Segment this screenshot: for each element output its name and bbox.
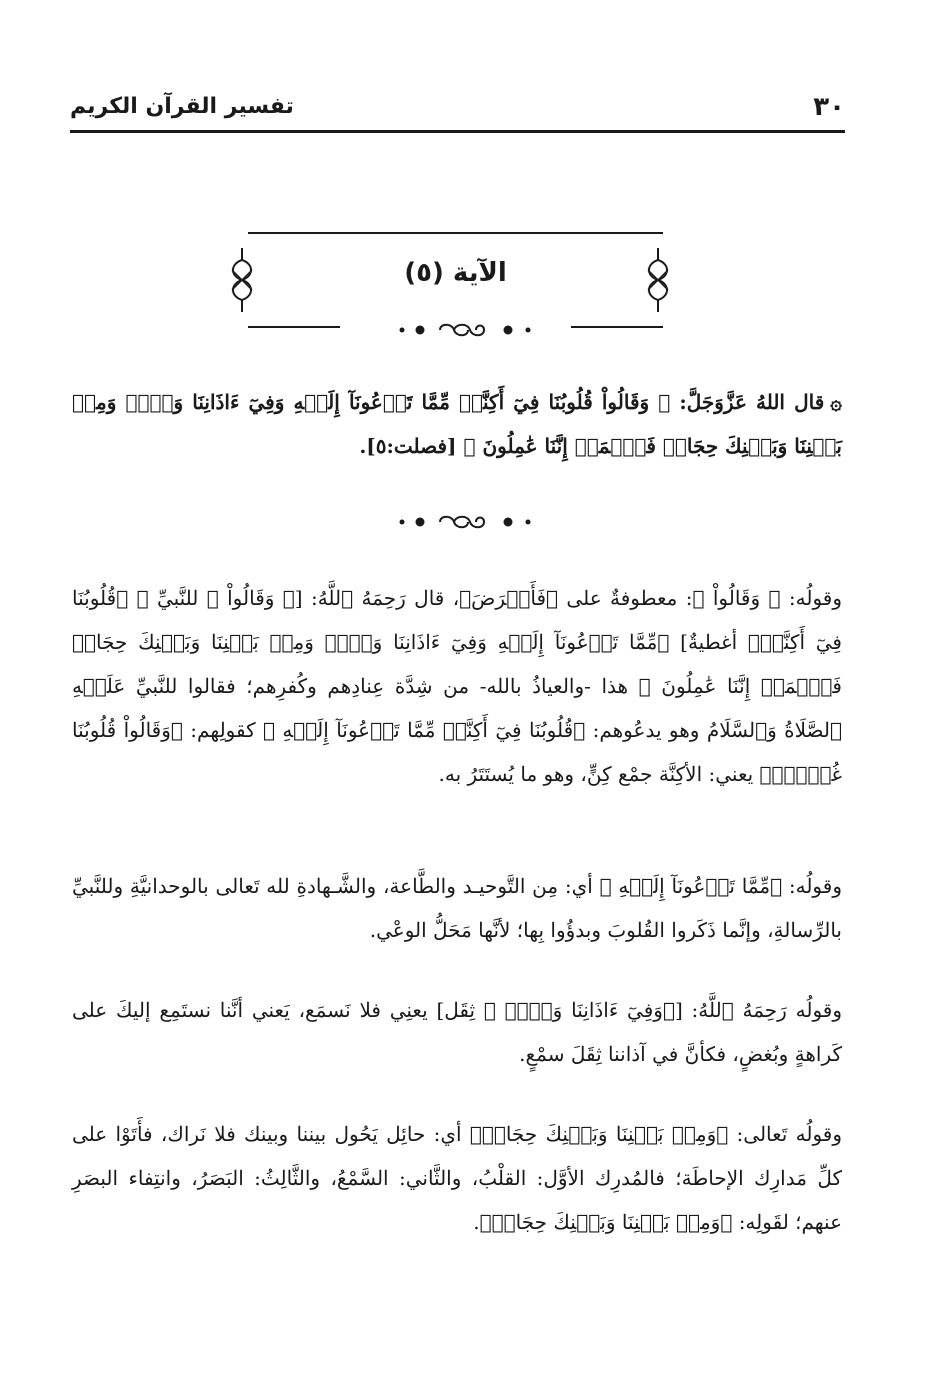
section-heading: الآية (٥) (404, 258, 507, 288)
page-number: ٣٠ (813, 92, 845, 122)
dots-divider-icon (396, 512, 536, 532)
commentary-paragraph: وقولُه: ﴿ وَقَالُواْ ﴾: معطوفةٌ على ﴿فَأَعۡرَضَ﴾، قال رَحِمَهُ ٱللَّهُ: [﴿ وَقَالُواْ ﴾ للنَّبيِّ ﷺ ﴿قُلُوبُنَا فِيٓ أَكِنَّةٖ﴾ أغطيةٌ] ﴿مِّمَّا تَدۡعُونَآ إِلَيۡهِ وَفِيٓ ءَاذَانِنَا وَقۡرٞ وَمِنۢ بَيۡنِنَا وَبَيۡنِكَ حِجَابٞ فَٱعۡمَلۡ إِنَّنَا عَٰمِلُونَ ﴾ هذا -والعياذُ بالله- من شِدَّة عِنادِهم وكُفرِهم؛ فقالوا للنَّبيِّ عَلَيۡهِ ٱلصَّلَاةُ وَٱلسَّلَامُ وهو يدعُوهم: ﴿قُلُوبُنَا فِيٓ أَكِنَّةٖ مِّمَّا تَدۡعُونَآ إِلَيۡهِ ﴾ كقولِهم: ﴿وَقَالُواْ قُلُوبُنَا غُلۡفُۢ﴾ يعني: الأكِنَّة جمْع كِنٍّ، وهو ما يُستَتَرُ به. (72, 586, 842, 786)
verse-text: قال اللهُ عَزَّوَجَلَّ: ﴿ وَقَالُواْ قُلُوبُنَا فِيٓ أَكِنَّةٖ مِّمَّا تَدۡعُونَآ إِلَيۡهِ وَفِيٓ ءَاذَانِنَا وَقۡرٞ وَمِنۢ بَيۡنِنَا وَبَيۡنِكَ حِجَابٞ فَٱعۡمَلۡ إِنَّنَا عَٰمِلُونَ ﴾ [فصلت:٥]. (72, 390, 842, 458)
running-header (70, 92, 845, 132)
commentary-paragraph: وقولُه تَعالى: ﴿وَمِنۢ بَيۡنِنَا وَبَيۡنِكَ حِجَابٞ﴾ أي: حائِل يَحُول بيننا وبينك فلا نَراك، فأَتَوْا على كلِّ مَدارِك الإحاطَة؛ فالمُدرِك الأوَّل: القلْبُ، والثَّاني: السَّمْعُ، والثَّالِثُ: البَصَرُ، وانتِفاء البصَرِ عنهم؛ لقَولِه: ﴿وَمِنۢ بَيۡنِنَا وَبَيۡنِكَ حِجَابٞ﴾. (72, 1122, 842, 1234)
dots-divider-icon (396, 320, 536, 340)
verse-paragraph (72, 380, 842, 468)
frame-bottom-left-line (248, 326, 340, 328)
book-title: تفسير القرآن الكريم (70, 94, 294, 119)
frame-bottom-right-line (571, 326, 663, 328)
commentary-paragraph: وقولُه رَحِمَهُ ٱللَّهُ: [﴿وَفِيٓ ءَاذَانِنَا وَقۡرٞ ﴾ ثِقَل] يعنِي فلا نَسمَع، يَعني أنَّنا نستَمِع إليكَ على كَراهةٍ وبُغضٍ، فكأنَّ في آذاننا ثِقَلَ سمْعٍ. (72, 998, 842, 1066)
verse-mark-icon: ۞ (830, 390, 842, 414)
frame-top-line (248, 232, 663, 234)
header-rule (70, 130, 845, 133)
commentary-paragraph: وقولُه: ﴿مِّمَّا تَدۡعُونَآ إِلَيۡهِ ﴾ أي: مِن التَّوحيـد والطَّاعة، والشَّـهادةِ لله تَعالى بالوحدانيَّةِ وللنَّبيِّ بالرِّسالةِ، وإنَّما ذَكَروا القُلوبَ وبدؤُوا بِها؛ لأنَّها مَحَلُّ الوعْي. (72, 874, 842, 942)
